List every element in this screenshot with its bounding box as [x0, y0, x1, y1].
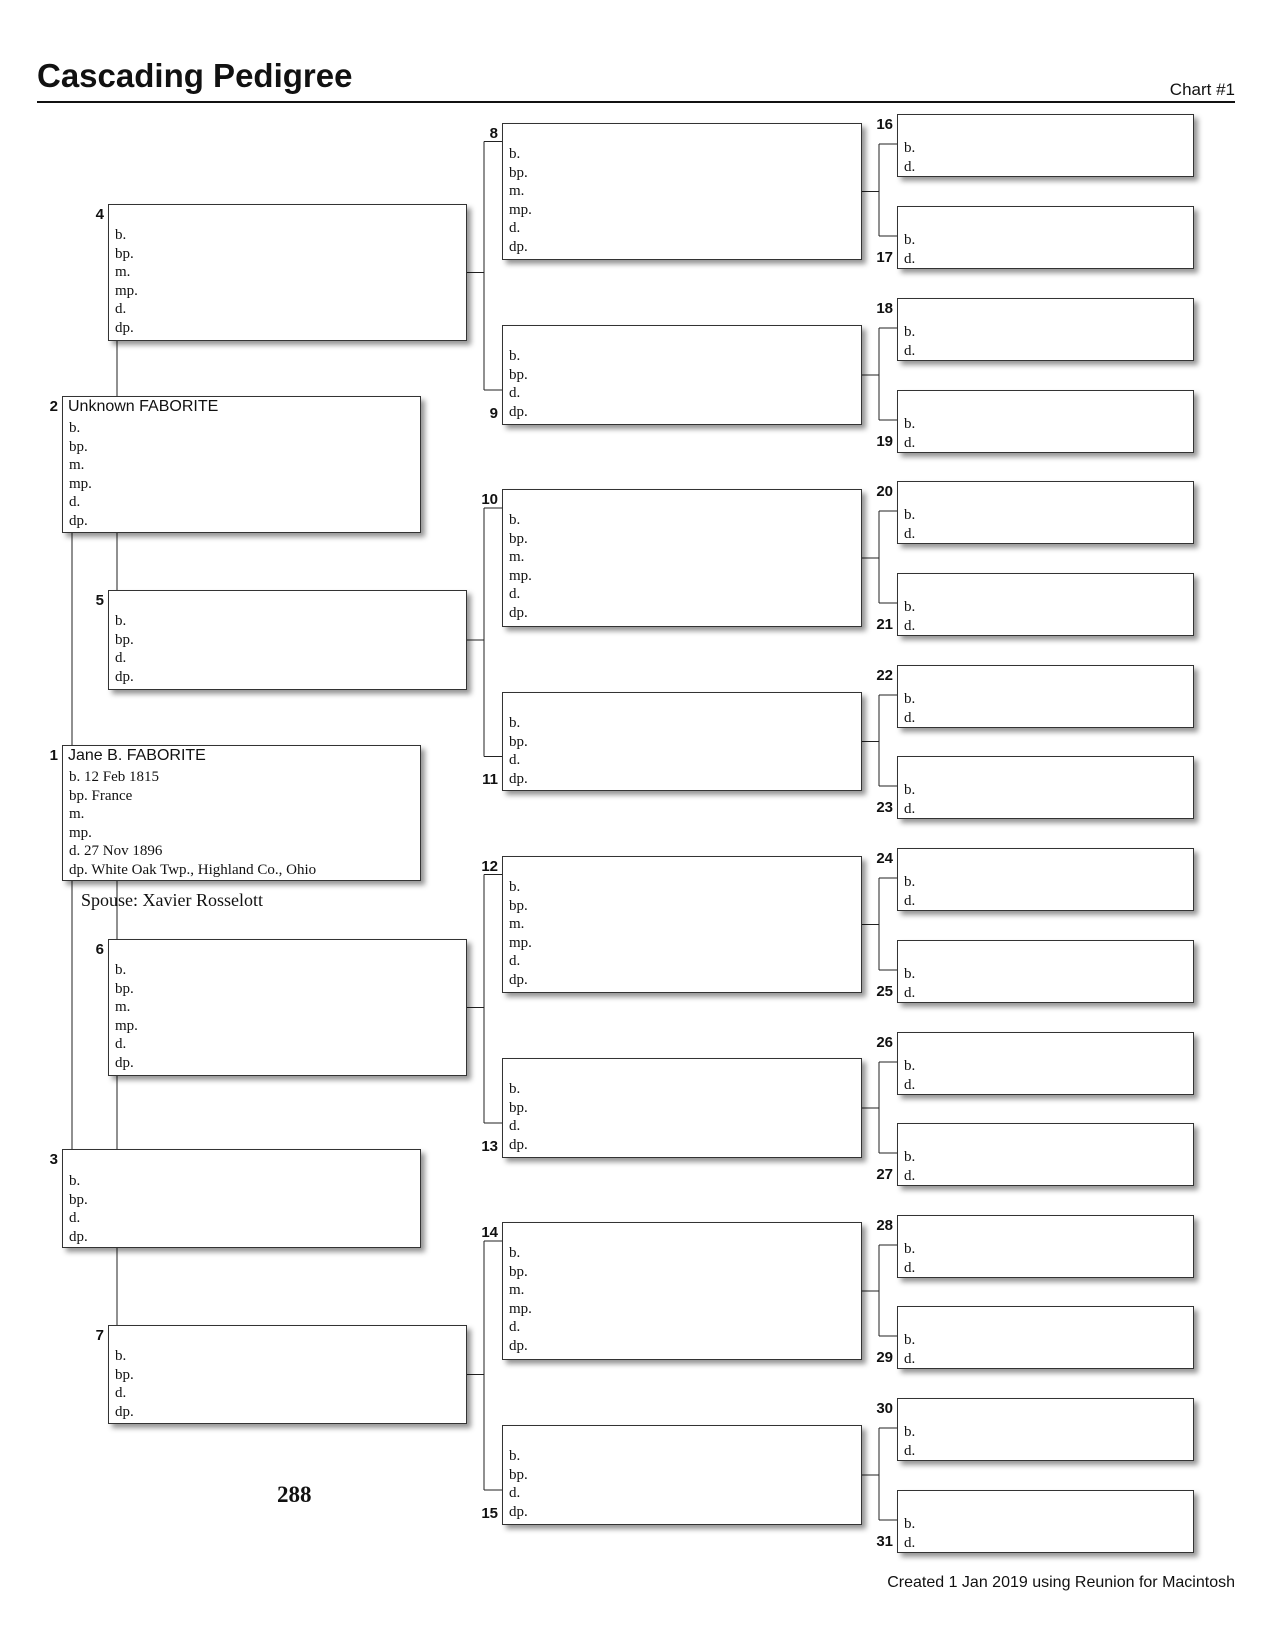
person-field: d. [904, 1442, 916, 1459]
person-box-11 [502, 692, 862, 791]
person-box-25 [897, 940, 1194, 1003]
person-field: mp. [115, 282, 138, 299]
person-box-23 [897, 756, 1194, 819]
person-field: dp. White Oak Twp., Highland Co., Ohio [69, 861, 317, 878]
person-box-28 [897, 1215, 1194, 1278]
person-field: dp. [115, 668, 134, 685]
person-fields [904, 965, 915, 1002]
person-field: bp. [115, 1366, 134, 1383]
person-field: bp. [509, 733, 528, 750]
person-field: b. [904, 1424, 916, 1440]
person-number: 30 [876, 1400, 893, 1417]
person-number: 29 [876, 1349, 893, 1366]
person-field: b. [904, 599, 916, 615]
person-box-17 [897, 206, 1194, 269]
person-field: mp. [115, 1017, 138, 1034]
person-fields [904, 598, 915, 635]
person-fields [509, 1244, 532, 1355]
person-field: d. [509, 1319, 521, 1335]
person-box-26 [897, 1032, 1194, 1095]
person-fields [509, 1080, 528, 1154]
person-fields [69, 768, 316, 879]
person-field: d. [904, 1534, 916, 1551]
person-field: d. [509, 586, 521, 602]
person-field: b. [69, 420, 81, 436]
person-number: 31 [876, 1533, 893, 1550]
person-field: bp. [509, 1466, 528, 1483]
person-field: d. [509, 953, 521, 969]
person-field: b. [509, 1245, 521, 1261]
person-field: d. [115, 650, 127, 666]
person-box-1 [62, 745, 421, 881]
person-field: d. [115, 301, 127, 317]
person-number: 2 [49, 398, 58, 415]
person-field: b. [904, 324, 916, 340]
person-number: 3 [49, 1151, 58, 1168]
person-field: bp. [509, 1263, 528, 1280]
person-field: d. [904, 617, 916, 634]
person-field: mp. [509, 201, 532, 218]
person-field: d. [904, 525, 916, 542]
person-number: 26 [876, 1034, 893, 1051]
person-field: b. [509, 512, 521, 528]
person-box-5 [108, 590, 467, 690]
person-fields [509, 145, 532, 256]
person-field: b. [904, 1516, 916, 1532]
person-number: 23 [876, 799, 893, 816]
person-box-24 [897, 848, 1194, 911]
person-field: bp. [509, 530, 528, 547]
person-field: b. [904, 140, 916, 156]
person-field: dp. [509, 403, 528, 420]
person-field: b. [904, 1332, 916, 1348]
person-field: d. 27 Nov 1896 [69, 843, 163, 859]
person-number: 21 [876, 616, 893, 633]
person-field: b. [904, 232, 916, 248]
person-field: m. [115, 999, 131, 1015]
person-number: 11 [482, 771, 498, 788]
person-field: d. [509, 1485, 521, 1501]
person-fields [509, 1447, 528, 1521]
person-field: m. [69, 806, 85, 822]
person-field: b. [115, 613, 127, 629]
person-field: d. [904, 434, 916, 451]
person-box-4 [108, 204, 467, 341]
person-fields [904, 1515, 915, 1552]
person-field: bp. [509, 1099, 528, 1116]
person-number: 6 [95, 941, 104, 958]
person-box-6 [108, 939, 467, 1076]
person-box-31 [897, 1490, 1194, 1553]
person-box-22 [897, 665, 1194, 728]
person-field: b. [904, 966, 916, 982]
person-field: mp. [509, 567, 532, 584]
person-field: b. [69, 1173, 81, 1189]
person-name: Unknown FABORITE [68, 398, 219, 415]
person-field: dp. [69, 1228, 88, 1245]
person-field: d. [904, 1076, 916, 1093]
person-field: bp. [69, 438, 88, 455]
person-field: d. [904, 800, 916, 817]
person-field: bp. [509, 897, 528, 914]
person-field: bp. [115, 980, 134, 997]
person-box-29 [897, 1306, 1194, 1369]
person-field: d. [904, 1167, 916, 1184]
person-box-14 [502, 1222, 862, 1360]
chart-number: Chart #1 [1169, 80, 1235, 99]
person-fields [69, 1172, 88, 1246]
person-field: d. [69, 1210, 81, 1226]
person-field: m. [509, 549, 525, 565]
person-fields [115, 226, 138, 337]
person-fields [115, 961, 138, 1072]
person-field: mp. [509, 1300, 532, 1317]
person-box-8 [502, 123, 862, 260]
person-field: dp. [509, 238, 528, 255]
person-number: 14 [481, 1224, 498, 1241]
person-number: 20 [876, 483, 893, 500]
person-field: d. [509, 385, 521, 401]
person-number: 15 [481, 1505, 498, 1522]
person-box-10 [502, 489, 862, 627]
person-field: dp. [509, 770, 528, 787]
person-field: b. [904, 1058, 916, 1074]
spouse-label: Spouse: Xavier Rosselott [81, 890, 263, 910]
person-field: dp. [115, 1054, 134, 1071]
person-number: 27 [876, 1166, 893, 1183]
person-field: b. [904, 691, 916, 707]
person-number: 7 [95, 1327, 104, 1344]
person-field: bp. [115, 245, 134, 262]
person-field: b. [115, 962, 127, 978]
person-field: m. [509, 1282, 525, 1298]
person-field: dp. [69, 512, 88, 529]
person-field: d. [904, 250, 916, 267]
person-box-9 [502, 325, 862, 425]
person-fields [115, 1347, 134, 1421]
person-number: 5 [95, 592, 104, 609]
person-field: bp. [509, 164, 528, 181]
person-box-7 [108, 1325, 467, 1424]
person-number: 16 [876, 116, 893, 133]
person-fields [509, 714, 528, 788]
person-number: 25 [876, 983, 893, 1000]
person-box-15 [502, 1425, 862, 1525]
person-fields [69, 419, 92, 530]
person-fields [509, 511, 532, 622]
person-box-18 [897, 298, 1194, 361]
person-number: 19 [876, 433, 893, 450]
person-box-21 [897, 573, 1194, 636]
person-number: 13 [481, 1138, 498, 1155]
person-fields [904, 1423, 915, 1460]
person-field: b. [904, 1149, 916, 1165]
person-field: d. [904, 892, 916, 909]
person-field: d. [509, 1118, 521, 1134]
person-box-30 [897, 1398, 1194, 1461]
chart-title: Cascading Pedigree [37, 57, 353, 94]
person-fields [904, 690, 915, 727]
person-field: m. [509, 916, 525, 932]
person-field: m. [509, 183, 525, 199]
person-field: bp. [69, 1191, 88, 1208]
person-box-12 [502, 856, 862, 993]
person-field: d. [115, 1385, 127, 1401]
person-fields [904, 231, 915, 268]
person-number: 17 [876, 249, 893, 266]
footer-credit: Created 1 Jan 2019 using Reunion for Macintosh [887, 1574, 1235, 1591]
person-field: b. 12 Feb 1815 [69, 769, 159, 785]
person-field: b. [904, 782, 916, 798]
person-number: 9 [489, 405, 498, 422]
person-field: d. [904, 1259, 916, 1276]
person-fields [115, 612, 134, 686]
person-field: mp. [69, 475, 92, 492]
person-field: d. [509, 752, 521, 768]
person-box-20 [897, 481, 1194, 544]
person-fields [904, 781, 915, 818]
person-field: bp. [509, 366, 528, 383]
person-field: bp. [115, 631, 134, 648]
person-fields [904, 415, 915, 452]
person-field: dp. [509, 1503, 528, 1520]
person-field: m. [69, 457, 85, 473]
person-field: d. [69, 494, 81, 510]
person-number: 22 [876, 667, 893, 684]
person-fields [904, 1331, 915, 1368]
person-field: dp. [115, 1403, 134, 1420]
person-field: dp. [509, 971, 528, 988]
person-fields [509, 878, 532, 989]
person-number: 4 [95, 206, 104, 223]
person-box-27 [897, 1123, 1194, 1186]
person-field: d. [904, 1350, 916, 1367]
person-field: mp. [509, 934, 532, 951]
person-number: 10 [481, 491, 498, 508]
page-number: 288 [277, 1482, 312, 1507]
person-field: b. [509, 146, 521, 162]
person-field: dp. [115, 319, 134, 336]
person-box-3 [62, 1149, 421, 1248]
person-fields [904, 1240, 915, 1277]
person-box-19 [897, 390, 1194, 453]
person-field: b. [509, 879, 521, 895]
person-box-2 [62, 396, 421, 533]
person-number: 18 [876, 300, 893, 317]
person-field: b. [115, 1348, 127, 1364]
person-field: b. [904, 416, 916, 432]
person-fields [904, 506, 915, 543]
person-box-13 [502, 1058, 862, 1158]
person-number: 1 [49, 747, 58, 764]
person-field: b. [509, 1081, 521, 1097]
person-field: b. [115, 227, 127, 243]
person-fields [904, 1057, 915, 1094]
person-number: 24 [876, 850, 893, 867]
person-number: 28 [876, 1217, 893, 1234]
person-field: mp. [69, 824, 92, 841]
person-field: d. [904, 984, 916, 1001]
person-field: d. [904, 709, 916, 726]
person-field: b. [509, 1448, 521, 1464]
person-field: b. [509, 348, 521, 364]
person-number: 8 [489, 125, 498, 142]
person-field: bp. France [69, 787, 133, 804]
person-box-16 [897, 114, 1194, 177]
person-field: m. [115, 264, 131, 280]
person-fields [904, 323, 915, 360]
person-name: Jane B. FABORITE [68, 747, 206, 764]
person-field: dp. [509, 1136, 528, 1153]
person-field: dp. [509, 604, 528, 621]
person-field: b. [904, 507, 916, 523]
person-fields [904, 873, 915, 910]
person-field: d. [115, 1036, 127, 1052]
person-field: b. [904, 874, 916, 890]
person-field: b. [904, 1241, 916, 1257]
person-field: d. [509, 220, 521, 236]
person-field: dp. [509, 1337, 528, 1354]
person-field: d. [904, 342, 916, 359]
person-fields [904, 139, 915, 176]
person-fields [904, 1148, 915, 1185]
person-field: b. [509, 715, 521, 731]
person-number: 12 [481, 858, 498, 875]
person-field: d. [904, 158, 916, 175]
person-fields [509, 347, 528, 421]
